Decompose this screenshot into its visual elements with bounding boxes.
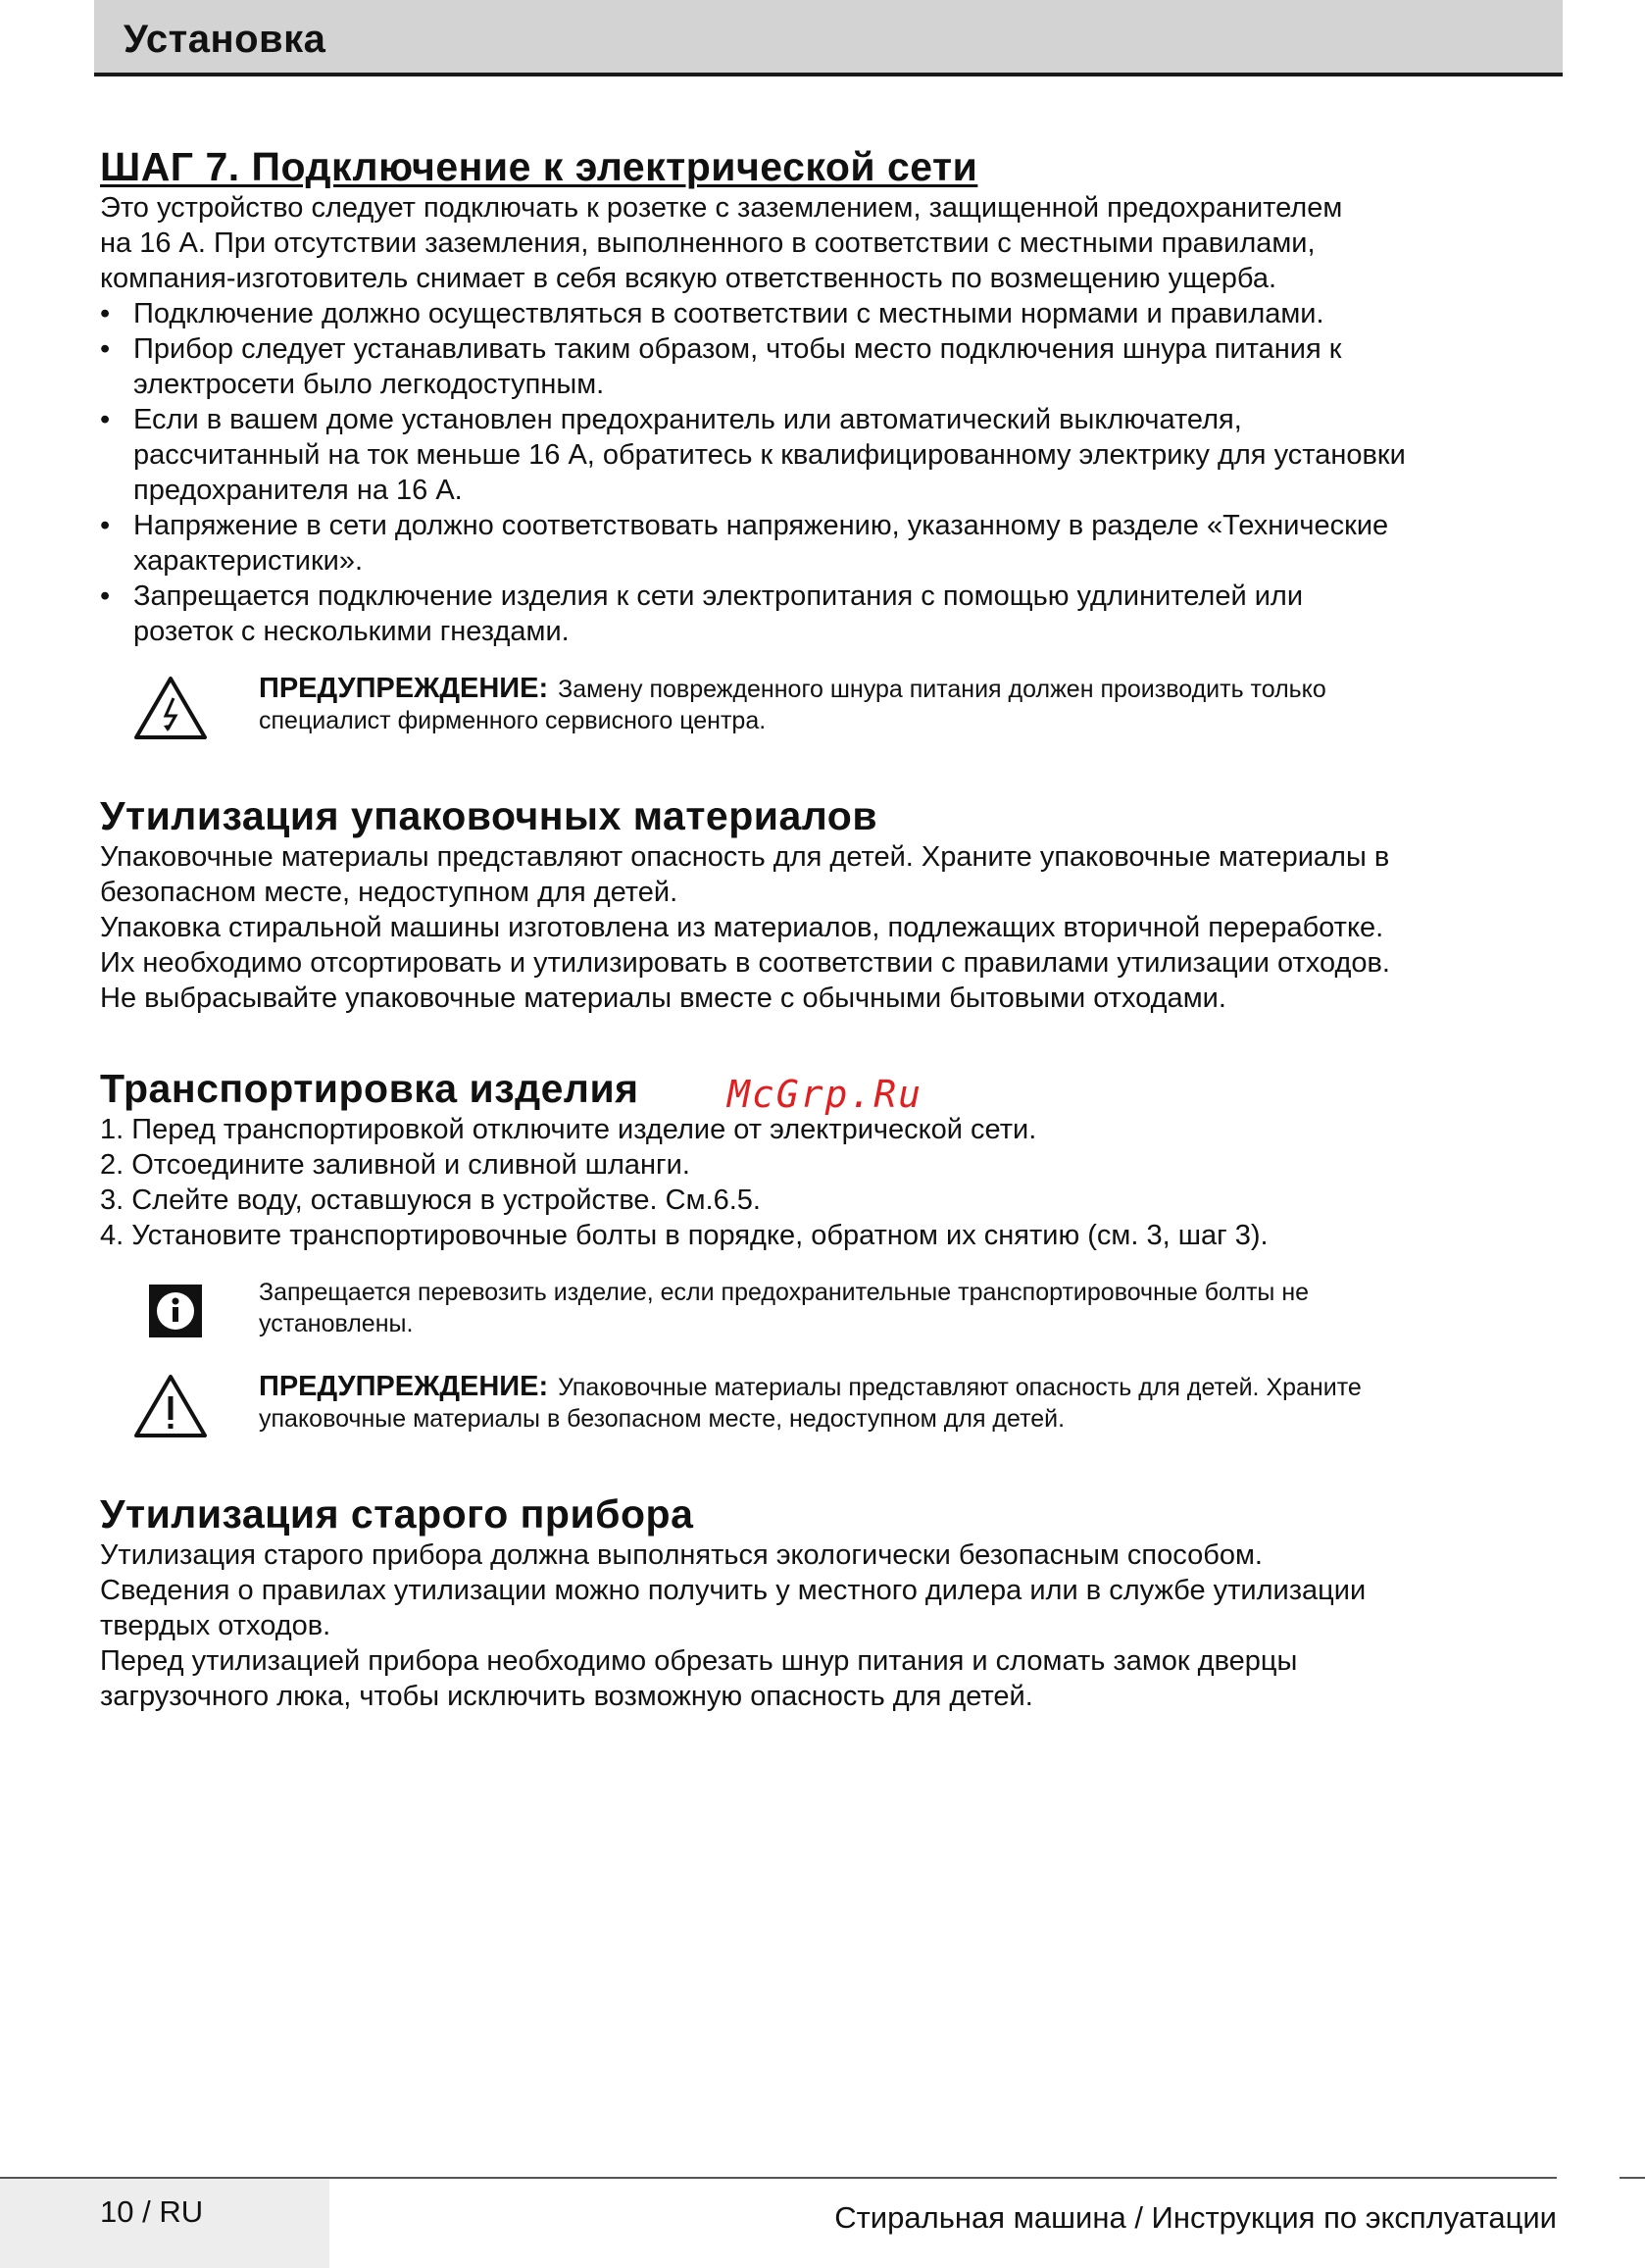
header-bar	[94, 0, 1563, 76]
step7-heading: ШАГ 7. Подключение к электрической сети	[100, 144, 978, 189]
step7-intro-line: на 16 А. При отсутствии заземления, выполненного в соответствии с местными правилами,	[100, 227, 1316, 259]
watermark: McGrp.Ru	[727, 1073, 923, 1116]
transport-info-notice	[100, 1273, 1570, 1347]
warning-label: ПРЕДУПРЕЖДЕНИЕ:	[259, 1371, 549, 1402]
disposal-line: Перед утилизацией прибора необходимо обрезать шнур питания и сломать замок дверцы	[100, 1645, 1298, 1677]
packaging-heading: Утилизация упаковочных материалов	[100, 793, 878, 838]
disposal-line: Утилизация старого прибора должна выполняться экологически безопасным способом.	[100, 1539, 1263, 1571]
disposal-line: загрузочного люка, чтобы исключить возможную опасность для детей.	[100, 1681, 1033, 1712]
bullet-line: электросети было легкодоступным.	[133, 369, 605, 400]
transport-step: 4. Установите транспортировочные болты в порядке, обратном их снятию (см. 3, шаг 3).	[100, 1220, 1269, 1251]
packaging-line: безопасном месте, недоступном для детей.	[100, 877, 678, 908]
bullet-dot-icon: •	[100, 333, 111, 365]
transport-step: 1. Перед транспортировкой отключите изделие от электрической сети.	[100, 1114, 1037, 1145]
packaging-line: Их необходимо отсортировать и утилизировать в соответствии с правилами утилизации отходов.	[100, 947, 1390, 979]
document-title: Стиральная машина / Инструкция по эксплуатации	[834, 2200, 1557, 2235]
section-transport	[100, 1065, 1570, 1441]
bullet-line: предохранителя на 16 А.	[133, 475, 463, 506]
bullet-item	[100, 402, 1570, 508]
step7-intro-line: компания-изготовитель снимает в себя всякую ответственность по возмещению ущерба.	[100, 263, 1277, 294]
bullet-item	[100, 579, 1570, 649]
section-disposal	[100, 1490, 1570, 1714]
transport-steps-list	[100, 1112, 1570, 1253]
footer-divider-right	[1620, 2177, 1645, 2179]
disposal-line: твердых отходов.	[100, 1610, 331, 1641]
packaging-line: Упаковка стиральной машины изготовлена из материалов, подлежащих вторичной переработке.	[100, 912, 1384, 943]
transport-heading: Транспортировка изделия	[100, 1066, 639, 1111]
disposal-heading: Утилизация старого прибора	[100, 1491, 694, 1537]
bullet-line: Подключение должно осуществляться в соответствии с местными нормами и правилами.	[133, 298, 1324, 329]
bullet-dot-icon: •	[100, 510, 111, 541]
bullet-dot-icon: •	[100, 298, 111, 329]
packaging-line: Не выбрасывайте упаковочные материалы вместе с обычными бытовыми отходами.	[100, 983, 1226, 1014]
transport-step: 3. Слейте воду, оставшуюся в устройстве. См.6.5.	[100, 1184, 761, 1216]
section-packaging	[100, 792, 1570, 1016]
warning-label: ПРЕДУПРЕЖДЕНИЕ:	[259, 673, 549, 704]
warning-line: Замену поврежденного шнура питания должен производить только	[558, 676, 1326, 703]
step7-warning-text	[259, 669, 1570, 736]
high-voltage-warning-icon	[133, 675, 208, 741]
bullet-line: Запрещается подключение изделия к сети электропитания с помощью удлинителей или	[133, 580, 1304, 612]
warning-line: упаковочные материалы в безопасном месте, недоступном для детей.	[259, 1405, 1066, 1433]
warning-line: Упаковочные материалы представляют опасность для детей. Храните	[558, 1374, 1362, 1401]
page-number: 10 / RU	[100, 2194, 204, 2229]
bullet-line: характеристики».	[133, 545, 364, 577]
transport-warning-notice	[100, 1367, 1570, 1441]
transport-info-text	[259, 1273, 1570, 1339]
packaging-line: Упаковочные материалы представляют опасность для детей. Храните упаковочные материалы в	[100, 841, 1390, 873]
bullet-line: Напряжение в сети должно соответствовать напряжению, указанному в разделе «Технические	[133, 510, 1389, 541]
bullet-item	[100, 508, 1570, 579]
info-line: установлены.	[259, 1310, 414, 1337]
page-content	[100, 143, 1570, 1714]
step7-warning-notice	[100, 669, 1570, 743]
bullet-line: рассчитанный на ток меньше 16 А, обратитесь к квалифицированному электрику для установки	[133, 439, 1406, 471]
bullet-line: Если в вашем доме установлен предохранитель или автоматический выключателя,	[133, 404, 1242, 435]
warning-line: специалист фирменного сервисного центра.	[259, 707, 767, 734]
info-line: Запрещается перевозить изделие, если предохранительные транспортировочные болты не	[259, 1279, 1310, 1306]
bullet-dot-icon: •	[100, 580, 111, 612]
disposal-line: Сведения о правилах утилизации можно получить у местного дилера или в службе утилизации	[100, 1575, 1367, 1606]
bullet-dot-icon: •	[100, 404, 111, 435]
transport-warning-text	[259, 1367, 1570, 1435]
section-step7	[100, 143, 1570, 743]
bullet-line: розеток с несколькими гнездами.	[133, 616, 570, 647]
warning-triangle-icon	[133, 1373, 208, 1439]
info-icon	[133, 1279, 208, 1345]
bullet-item	[100, 296, 1570, 331]
step7-bullet-list	[100, 296, 1570, 649]
bullet-item	[100, 331, 1570, 402]
page-title: Установка	[124, 18, 326, 61]
transport-step: 2. Отсоедините заливной и сливной шланги.	[100, 1149, 690, 1181]
bullet-line: Прибор следует устанавливать таким образом, чтобы место подключения шнура питания к	[133, 333, 1342, 365]
step7-intro-line: Это устройство следует подключать к розетке с заземлением, защищенной предохранителем	[100, 192, 1343, 224]
